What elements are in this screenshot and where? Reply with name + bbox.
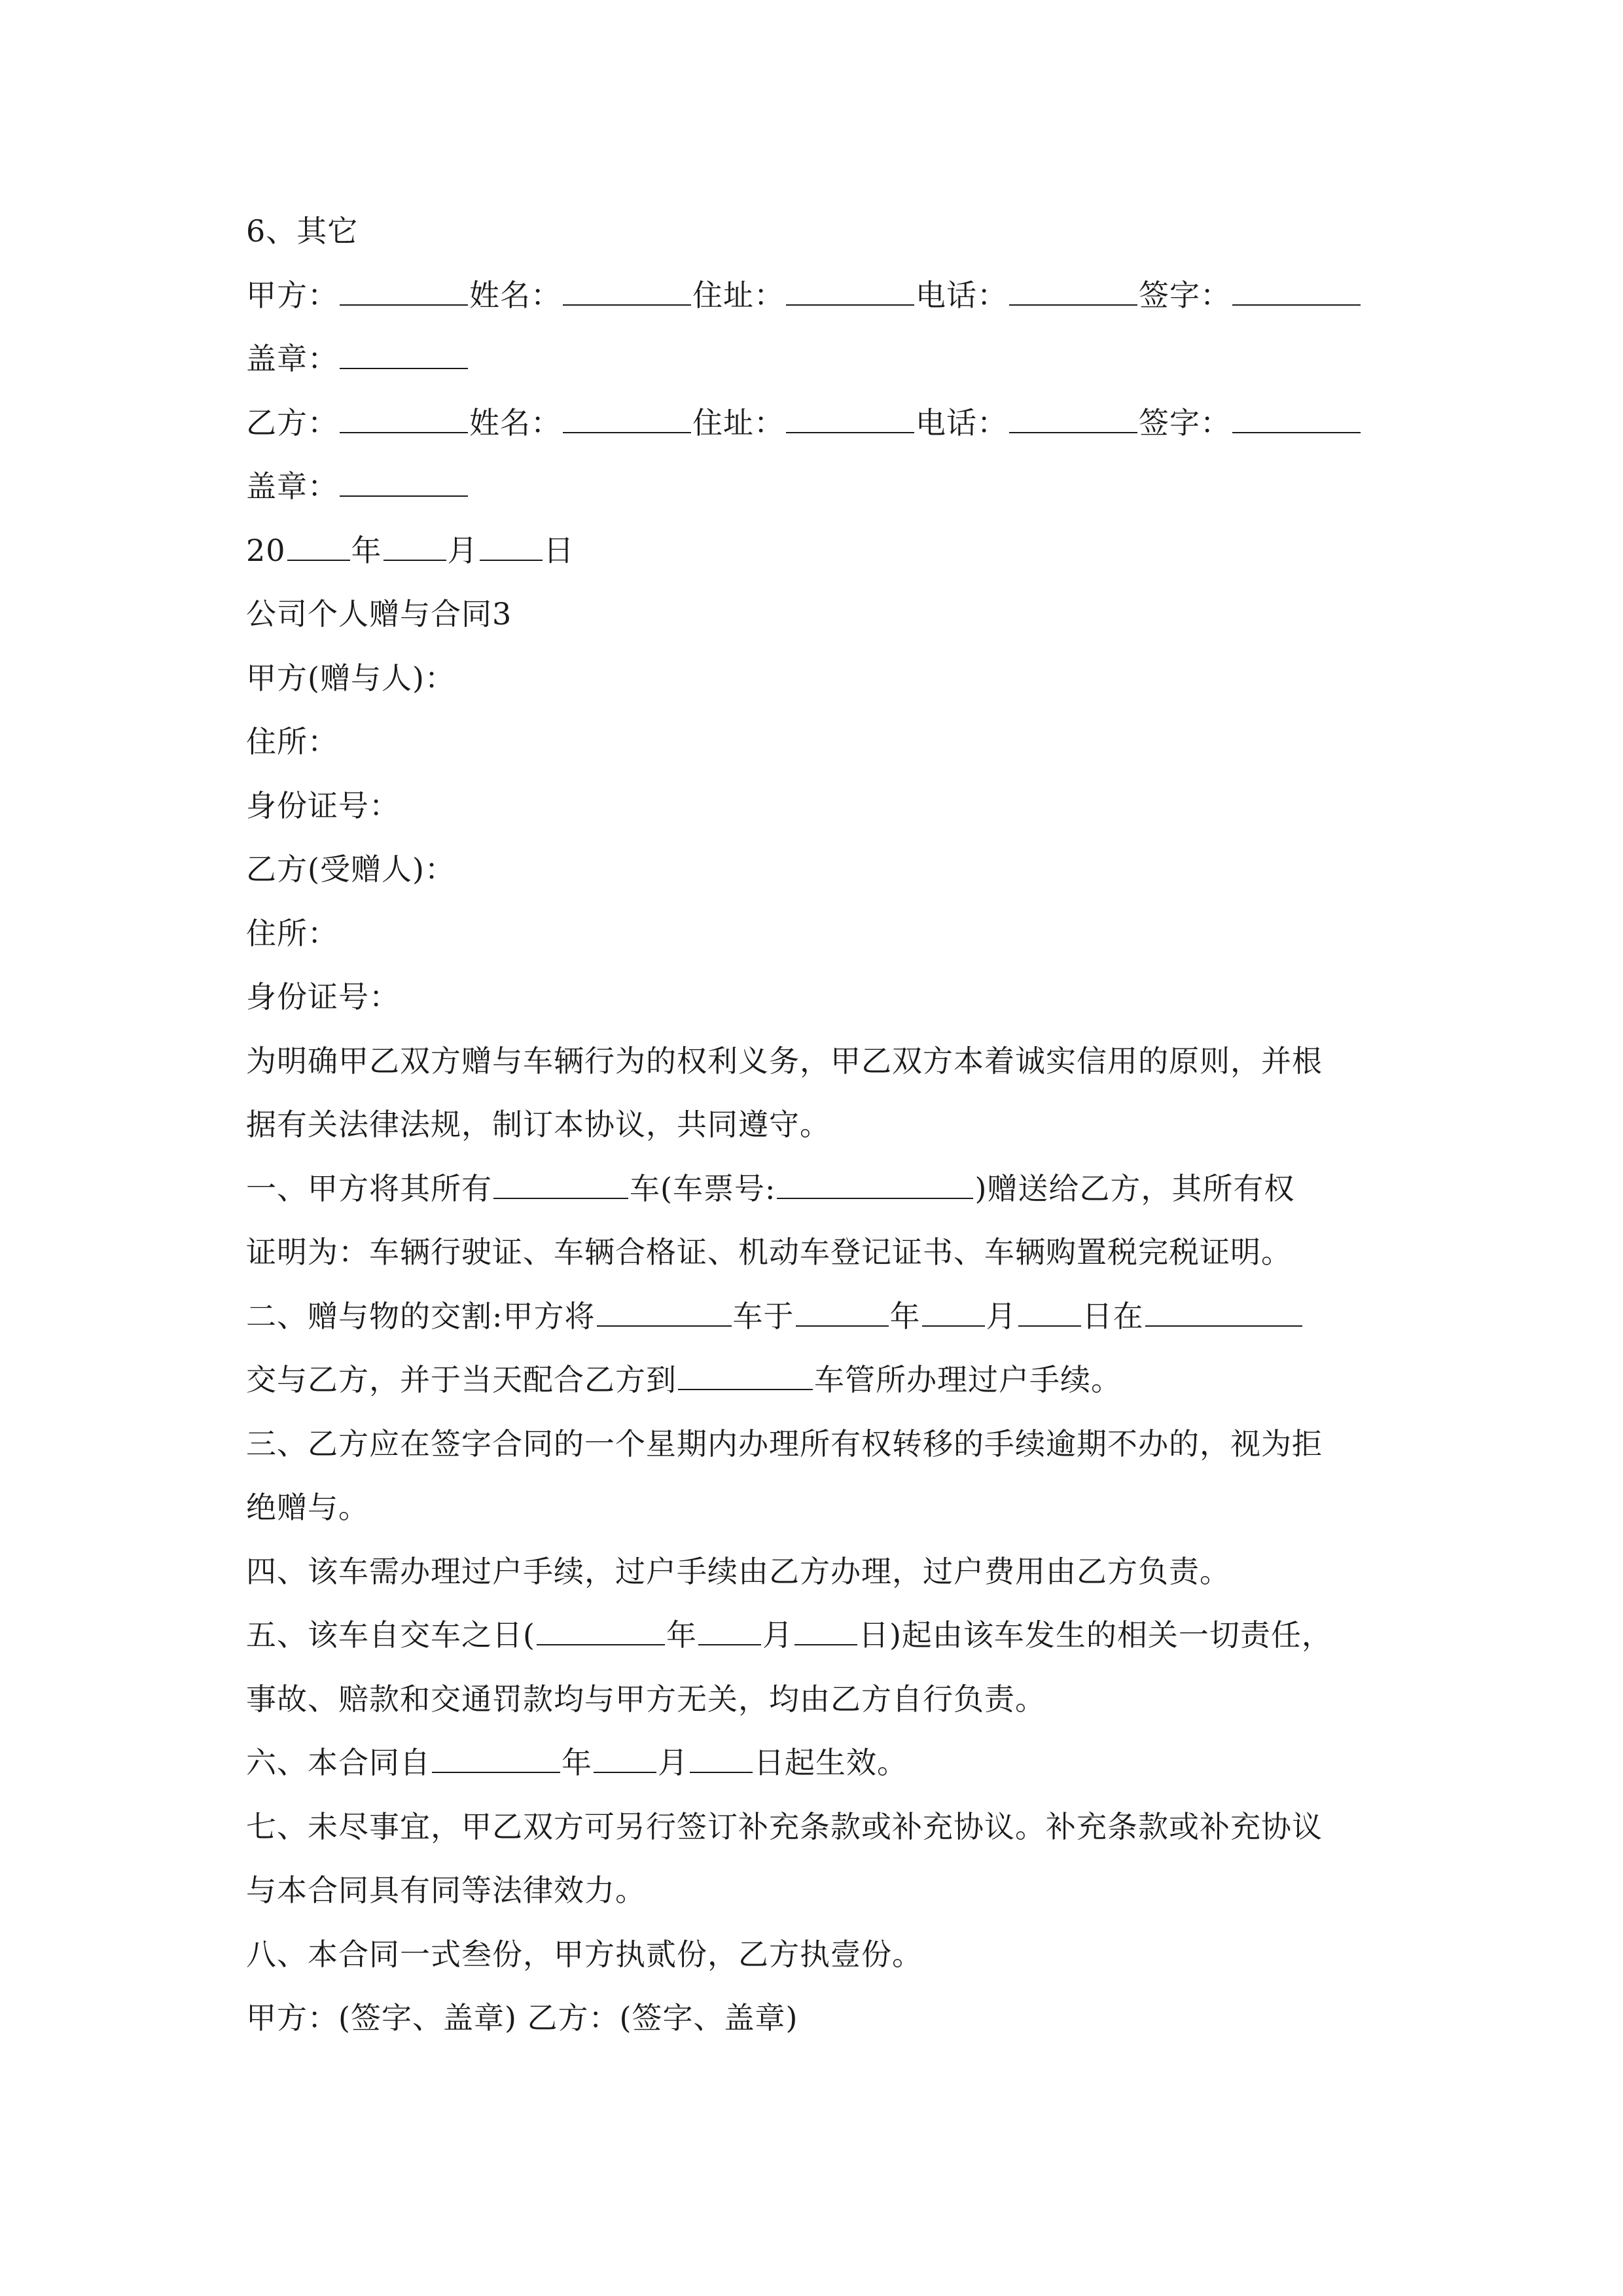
name-blank (563, 270, 691, 306)
clause-6: 六、本合同自 年 月 日起生效。 (246, 1731, 1378, 1795)
month-blank (698, 1610, 761, 1645)
donee-id: 身份证号： (246, 979, 400, 1014)
year-blank (287, 526, 350, 561)
address-blank (786, 398, 914, 433)
intro-line-2: 据有关法律法规，制订本协议，共同遵守。 (246, 1107, 830, 1142)
document-body (246, 200, 1378, 2051)
office-blank (678, 1355, 813, 1390)
signature-line: 甲方：(签字、盖章) 乙方：(签字、盖章) (246, 2000, 798, 2036)
day-blank (480, 526, 543, 561)
sign-blank (1232, 398, 1361, 433)
party-a-seal-line: 盖章： (246, 327, 1378, 391)
donor-label: 甲方(赠与人)： (246, 660, 455, 696)
seal-blank (340, 334, 468, 369)
seal-blank (340, 461, 468, 497)
party-b-blank (340, 398, 468, 433)
date-line: 20 年 月 日 (246, 519, 1378, 583)
clause-7-line-2: 与本合同具有同等法律效力。 (246, 1873, 646, 1908)
year-blank (796, 1291, 889, 1327)
month-blank (594, 1738, 656, 1773)
intro-line-1: 为明确甲乙双方赠与车辆行为的权利义务，甲乙双方本着诚实信用的原则，并根 (246, 1043, 1323, 1079)
clause-1-line-2: 证明为：车辆行驶证、车辆合格证、机动车登记证书、车辆购置税完税证明。 (246, 1234, 1292, 1270)
clause-5-line-2: 事故、赔款和交通罚款均与甲方无关，均由乙方自行负责。 (246, 1681, 1046, 1717)
party-b-info-line: 乙方： 姓名： 住址： 电话： 签字： (246, 391, 1378, 456)
clause-3-line-2: 绝赠与。 (246, 1490, 369, 1525)
clause-5-line-1: 五、该车自交车之日( 年 月 日)起由该车发生的相关一切责任， (246, 1604, 1378, 1668)
party-a-info-line: 甲方： 姓名： 住址： 电话： 签字： (246, 264, 1378, 328)
month-blank (922, 1291, 985, 1327)
vehicle-blank (597, 1291, 732, 1327)
clause-1-line-1: 一、甲方将其所有 车(车票号: )赠送给乙方，其所有权 (246, 1157, 1378, 1221)
day-blank (794, 1610, 857, 1645)
clause-4: 四、该车需办理过户手续，过户手续由乙方办理，过户费用由乙方负责。 (246, 1553, 1230, 1589)
month-blank (383, 526, 446, 561)
clause-2-line-2: 交与乙方，并于当天配合乙方到 车管所办理过户手续。 (246, 1348, 1378, 1412)
clause-7-line-1: 七、未尽事宜，甲乙双方可另行签订补充条款或补充协议。补充条款或补充协议 (246, 1808, 1323, 1844)
contract-title: 公司个人赠与合同3 (246, 596, 512, 632)
day-blank (1018, 1291, 1081, 1327)
clause-3-line-1: 三、乙方应在签字合同的一个星期内办理所有权转移的手续逾期不办的，视为拒 (246, 1426, 1323, 1462)
vehicle-blank (493, 1164, 628, 1199)
name-blank (563, 398, 691, 433)
place-blank (1145, 1291, 1302, 1327)
clause-2-line-1: 二、赠与物的交割:甲方将 车于 年 月 日在 (246, 1285, 1378, 1349)
donee-residence: 住所： (246, 915, 338, 951)
sign-blank (1232, 270, 1361, 306)
donor-residence: 住所： (246, 724, 338, 759)
ticket-no-blank (777, 1164, 973, 1199)
address-blank (786, 270, 914, 306)
party-b-seal-line: 盖章： (246, 455, 1378, 519)
section-heading-other: 6、其它 (246, 213, 359, 249)
clause-8: 八、本合同一式叁份，甲方执贰份，乙方执壹份。 (246, 1936, 923, 1972)
phone-blank (1009, 398, 1137, 433)
donor-id: 身份证号： (246, 787, 400, 823)
phone-blank (1009, 270, 1137, 306)
year-blank (537, 1610, 665, 1645)
donee-label: 乙方(受赠人)： (246, 852, 455, 887)
party-a-blank (340, 270, 468, 306)
day-blank (690, 1738, 753, 1773)
year-blank (432, 1738, 560, 1773)
